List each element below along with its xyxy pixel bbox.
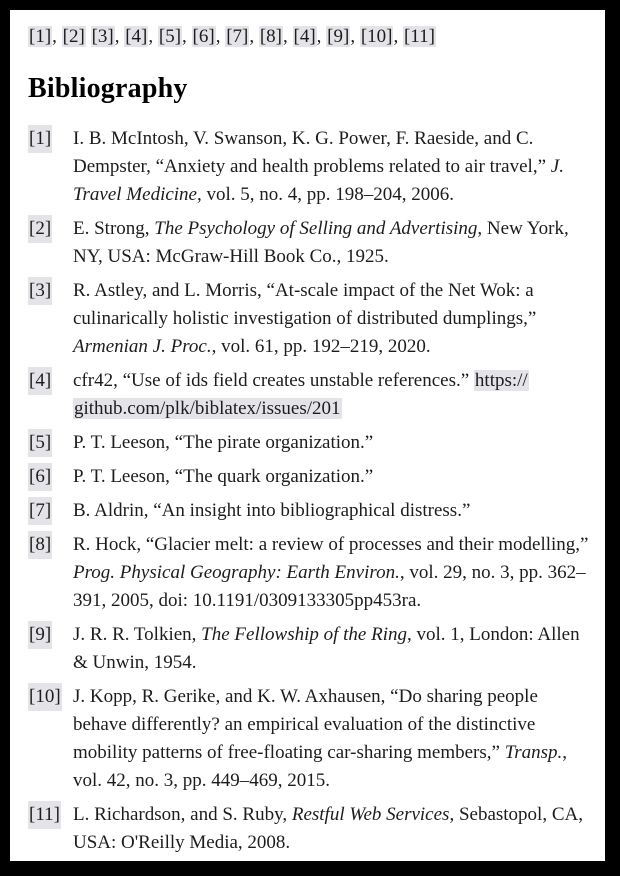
bib-entry-text bbox=[73, 128, 564, 205]
bib-entry bbox=[28, 801, 593, 857]
bib-entry-text-segment: , vol. 5, no. 4, pp. 198–204, 2006. bbox=[197, 184, 455, 205]
bib-entry-italic-title: Prog. Physical Geography: Earth Environ. bbox=[73, 562, 400, 583]
bib-entry-text bbox=[73, 804, 583, 853]
bib-entry-text-segment: R. Hock, “Glacier melt: a review of processes and their modelling,” bbox=[73, 534, 589, 555]
bib-entry-text-segment: , vol. 42, no. 3, pp. 449–469, 2015. bbox=[73, 742, 568, 791]
bib-entry-text-segment: , vol. 29, no. 3, pp. 362–391, 2005, doi: 10.1191/0309133305pp453ra. bbox=[73, 562, 586, 611]
citation-link[interactable]: [8] bbox=[259, 26, 282, 47]
citation-link[interactable]: [1] bbox=[29, 26, 52, 47]
citation-link[interactable]: [7] bbox=[226, 26, 249, 47]
bib-entry-label: [3] bbox=[28, 277, 52, 305]
bib-entry-text-segment: R. Astley, and L. Morris, “At-scale impact of the Net Wok: a culinarically holistic investigation of distributed dumplings,” bbox=[73, 280, 537, 329]
bib-entry-text bbox=[73, 686, 567, 791]
bib-entry-text-segment: I. B. McIntosh, V. Swanson, K. G. Power, F. Raeside, and C. Dempster, “Anxiety and health problems related to air travel,” bbox=[73, 128, 551, 177]
citation-link[interactable]: [4] bbox=[293, 26, 316, 47]
bib-entry bbox=[28, 429, 593, 457]
bib-entry-italic-title: The Psychology of Selling and Advertising bbox=[154, 218, 478, 239]
citation-line: [1], [2] [3], [4], [5], [6], [7], [8], [4], [9], [10], [11] bbox=[29, 26, 435, 47]
bib-entry-text-segment: P. T. Leeson, “The quark organization.” bbox=[73, 466, 374, 487]
bib-entry-text bbox=[73, 280, 536, 357]
bib-entry bbox=[28, 215, 593, 271]
bib-entry-text-segment: , New York, NY, USA: McGraw-Hill Book Co., 1925. bbox=[73, 218, 569, 267]
bib-entry-text bbox=[73, 370, 529, 419]
bib-entry bbox=[28, 621, 593, 677]
bib-entry-text-segment: P. T. Leeson, “The pirate organization.” bbox=[73, 432, 374, 453]
bib-entry-label: [1] bbox=[28, 125, 52, 153]
bib-entry bbox=[28, 683, 593, 795]
bib-entry-text bbox=[73, 624, 580, 673]
bib-entry-italic-title: Armenian J. Proc. bbox=[73, 336, 212, 357]
bib-entry bbox=[28, 367, 593, 423]
bib-entry-url-link[interactable]: github.com/plk/biblatex/issues/201 bbox=[74, 398, 341, 419]
bib-entry-italic-title: Transp. bbox=[504, 742, 563, 763]
citation-link[interactable]: [10] bbox=[360, 26, 393, 47]
bib-entry bbox=[28, 125, 593, 209]
bib-entry-text-segment: , Sebastopol, CA, USA: O'Reilly Media, 2008. bbox=[73, 804, 583, 853]
bib-entry bbox=[28, 497, 593, 525]
bib-entry-url-link[interactable]: https:// bbox=[474, 370, 528, 391]
bib-entry-label: [4] bbox=[28, 367, 52, 395]
bib-entry-label: [10] bbox=[28, 683, 62, 711]
citation-link[interactable]: [9] bbox=[327, 26, 350, 47]
bib-entry-text-segment: L. Richardson, and S. Ruby, bbox=[73, 804, 292, 825]
bib-entry-label: [7] bbox=[28, 497, 52, 525]
bib-entry-label: [2] bbox=[28, 215, 52, 243]
bib-entry-text-segment: , vol. 1, London: Allen & Unwin, 1954. bbox=[73, 624, 580, 673]
bibliography-list bbox=[28, 125, 593, 857]
bib-entry-label: [11] bbox=[28, 801, 61, 829]
bib-entry-text bbox=[73, 432, 373, 453]
bib-entry-label: [5] bbox=[28, 429, 52, 457]
bib-entry-text-segment: B. Aldrin, “An insight into bibliographical distress.” bbox=[73, 500, 471, 521]
bib-entry bbox=[28, 463, 593, 491]
bib-entry-text-segment: J. R. R. Tolkien, bbox=[73, 624, 202, 645]
bib-entry-label: [8] bbox=[28, 531, 52, 559]
bib-entry-text-segment: cfr42, “Use of ids field creates unstable references.” bbox=[73, 370, 474, 391]
bib-entry-italic-title: J. Travel Medicine bbox=[73, 156, 564, 205]
bib-entry-text bbox=[73, 534, 588, 611]
citation-link[interactable]: [5] bbox=[158, 26, 182, 47]
bib-entry-italic-title: The Fellowship of the Ring bbox=[201, 624, 407, 645]
bib-entry-label: [9] bbox=[28, 621, 52, 649]
bib-entry-label: [6] bbox=[28, 463, 52, 491]
bibliography-heading: Bibliography bbox=[28, 73, 188, 104]
citation-link[interactable]: [6] bbox=[192, 26, 215, 47]
citation-link[interactable]: [3] bbox=[91, 26, 114, 47]
bib-entry-text-segment: E. Strong, bbox=[73, 218, 155, 239]
bib-entry-text-segment: , vol. 61, pp. 192–219, 2020. bbox=[211, 336, 431, 357]
citation-link[interactable]: [2] bbox=[62, 26, 85, 47]
bib-entry bbox=[28, 277, 593, 361]
bib-entry bbox=[28, 531, 593, 615]
document-page bbox=[10, 10, 605, 861]
citation-link[interactable]: [4] bbox=[125, 26, 148, 47]
bib-entry-text bbox=[73, 466, 373, 487]
bib-entry-italic-title: Restful Web Services bbox=[291, 804, 450, 825]
citation-link[interactable]: [11] bbox=[403, 26, 435, 47]
bib-entry-text-segment: J. Kopp, R. Gerike, and K. W. Axhausen, “Do sharing people behave differently? an empirical evaluation of the distinctive mobility patterns of free-floating car-sharing members,” bbox=[73, 686, 538, 763]
bib-entry-text bbox=[73, 500, 470, 521]
bib-entry-text bbox=[73, 218, 569, 267]
